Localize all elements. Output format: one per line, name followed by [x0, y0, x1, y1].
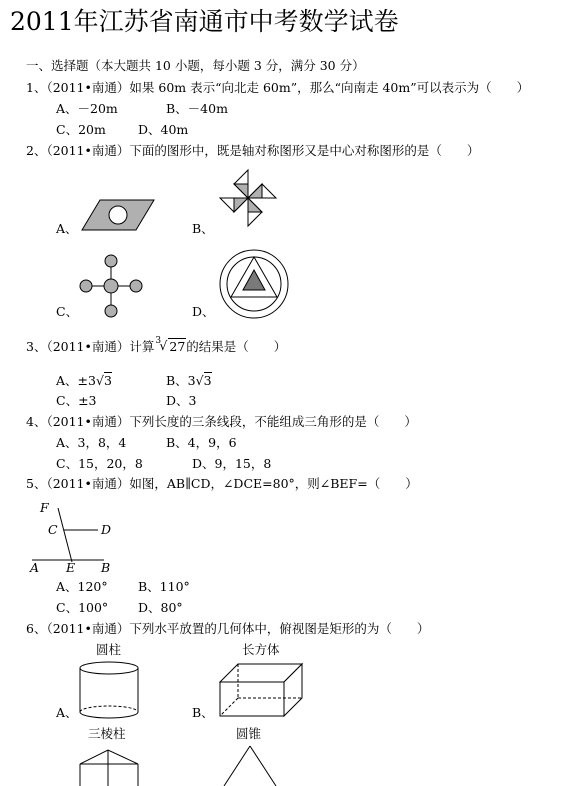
question-3-stem — [26, 336, 287, 354]
radical-icon: √ — [95, 373, 104, 388]
q3-option-b-pre: B、3 — [166, 373, 196, 388]
q3-option-d[interactable]: D、3 — [166, 393, 197, 408]
label-c: C — [48, 522, 58, 537]
q4-option-d[interactable]: D、9，15，8 — [192, 456, 272, 471]
q1-option-d[interactable]: D、40m — [138, 122, 189, 137]
figure-cylinder — [78, 660, 142, 722]
question-1-stem: 1、（2011•南通）如果 60m 表示“向北走 60m”，那么“向南走 40m”可以表示为（ ） — [26, 80, 530, 95]
q3-option-a-rad: 3 — [103, 373, 112, 388]
caption-cone: 圆锥 — [236, 726, 262, 741]
q2-option-a[interactable]: A、 — [56, 221, 78, 236]
q3-stem-pre: 3、（2011•南通）计算 — [26, 339, 155, 354]
radical-icon: √ — [195, 373, 204, 388]
q5-option-c[interactable]: C、100° — [56, 600, 109, 615]
q4-option-b[interactable]: B、4，9，6 — [166, 435, 237, 450]
q5-option-b[interactable]: B、110° — [138, 579, 190, 594]
question-6-stem: 6、（2011•南通）下列水平放置的几何体中，俯视图是矩形的为（ ） — [26, 621, 430, 636]
figure-cross-of-circles — [78, 253, 144, 319]
q3-root-index: 3 — [155, 336, 162, 346]
q2-option-b[interactable]: B、 — [192, 221, 214, 236]
q3-option-c[interactable]: C、±3 — [56, 393, 97, 408]
q2-option-d[interactable]: D、 — [192, 304, 215, 319]
q2-option-c[interactable]: C、 — [56, 304, 79, 319]
question-2-stem: 2、（2011•南通）下面的图形中，既是轴对称图形又是中心对称图形的是（ ） — [26, 143, 480, 158]
section-heading: 一、选择题（本大题共 10 小题，每小题 3 分，满分 30 分） — [26, 58, 365, 73]
label-f: F — [40, 500, 49, 515]
figure-cone — [220, 744, 280, 786]
q3-option-b-rad: 3 — [203, 373, 212, 388]
q3-option-a-pre: A、±3 — [56, 373, 96, 388]
q5-option-d[interactable]: D、80° — [138, 600, 183, 615]
q3-option-b[interactable] — [166, 373, 212, 388]
exam-title: 2011年江苏省南通市中考数学试卷 — [10, 7, 399, 36]
figure-triangular-prism — [78, 744, 142, 786]
q1-option-c[interactable]: C、20m — [56, 122, 106, 137]
figure-pinwheel — [218, 168, 278, 228]
q6-option-a[interactable]: A、 — [56, 705, 78, 720]
caption-triangular-prism: 三棱柱 — [88, 726, 126, 741]
q5-option-a[interactable]: A、120° — [56, 579, 108, 594]
label-a: A — [30, 560, 40, 575]
q4-option-a[interactable]: A、3，8，4 — [56, 435, 127, 450]
radical-icon: √ — [159, 338, 168, 353]
figure-parallelogram-with-circle — [80, 198, 156, 232]
question-5-stem: 5、（2011•南通）如图，AB∥CD，∠DCE=80°，则∠BEF=（ ） — [26, 476, 418, 491]
caption-cuboid: 长方体 — [242, 642, 280, 657]
question-4-stem: 4、（2011•南通）下列长度的三条线段，不能组成三角形的是（ ） — [26, 414, 417, 429]
label-e: E — [66, 560, 76, 575]
q3-option-a[interactable] — [56, 373, 112, 388]
figure-circle-with-triangles — [218, 248, 290, 320]
q4-option-c[interactable]: C、15，20，8 — [56, 456, 143, 471]
q3-radicand: 27 — [169, 339, 186, 354]
label-d: D — [101, 522, 112, 537]
label-b: B — [101, 560, 111, 575]
caption-cylinder: 圆柱 — [96, 642, 122, 657]
q3-radical — [154, 336, 186, 354]
figure-cuboid — [218, 660, 304, 718]
q6-option-b[interactable]: B、 — [192, 705, 214, 720]
q1-option-a[interactable]: A、－20m — [56, 101, 118, 116]
q1-option-b[interactable]: B、－40m — [166, 101, 228, 116]
q3-stem-post: 的结果是（ ） — [186, 339, 287, 354]
